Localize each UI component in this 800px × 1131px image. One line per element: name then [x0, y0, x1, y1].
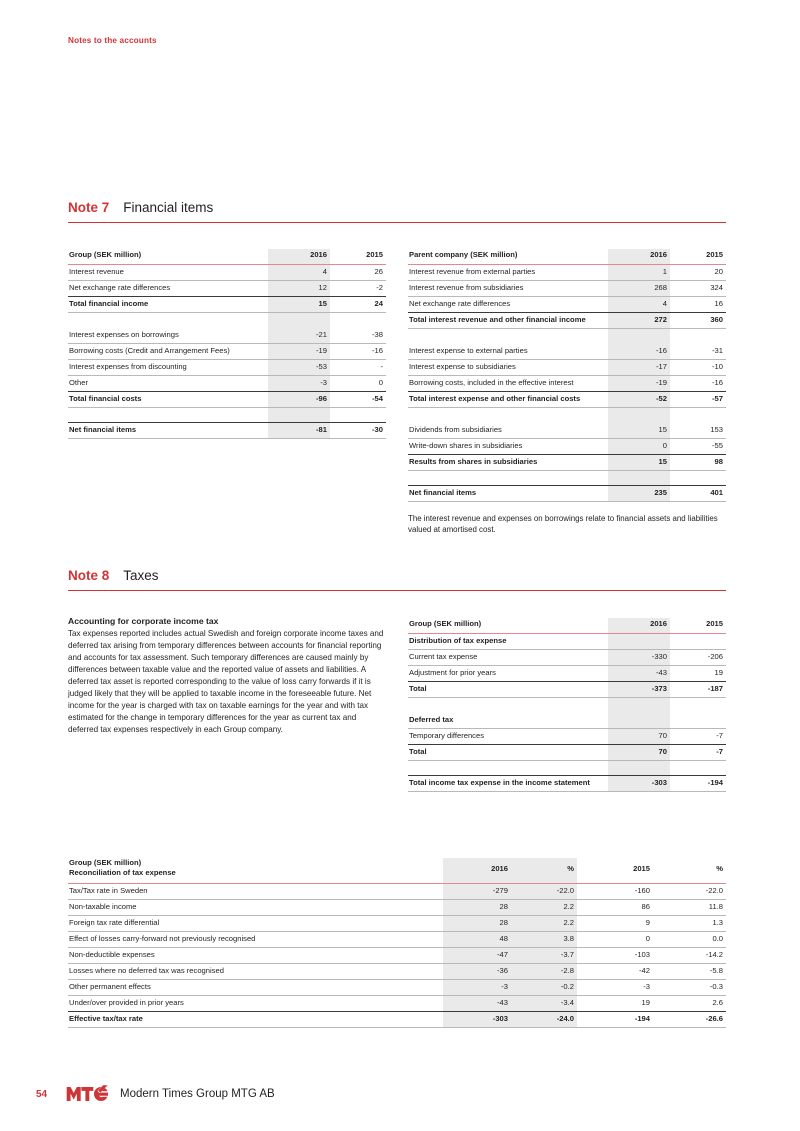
row-value-2016: -96	[268, 391, 330, 407]
note-7-rule	[68, 222, 726, 223]
row-value-2016: -303	[443, 1011, 511, 1027]
row-value-2016: 28	[443, 915, 511, 931]
col-header-percent-2016: %	[511, 858, 577, 883]
row-value-2015: -7	[670, 744, 726, 760]
row-value-2015	[670, 328, 726, 343]
row-value-2016: 268	[608, 280, 670, 296]
row-label	[408, 328, 608, 343]
table-row	[68, 979, 726, 995]
row-value-pct-2016: -3.4	[511, 995, 577, 1011]
row-value-pct-2015: 2.6	[653, 995, 726, 1011]
row-value-2015: 9	[577, 915, 653, 931]
row-value-pct-2016: -24.0	[511, 1011, 577, 1027]
row-value-2016: -279	[443, 883, 511, 899]
row-value-2016: 48	[443, 931, 511, 947]
row-value-2016	[268, 312, 330, 327]
row-value-pct-2015: -5.8	[653, 963, 726, 979]
row-value-2015: 0	[330, 375, 386, 391]
row-value-2015: -16	[670, 375, 726, 391]
row-value-2016: -303	[608, 775, 670, 791]
table-spacer-row	[408, 760, 726, 775]
row-value-2015: -194	[670, 775, 726, 791]
row-value-2015	[670, 697, 726, 712]
row-value-2015: -187	[670, 681, 726, 697]
table-row	[408, 312, 726, 328]
row-value-2016	[608, 697, 670, 712]
row-value-2015: 19	[670, 665, 726, 681]
row-label	[408, 470, 608, 485]
row-label: Non-deductible expenses	[68, 947, 443, 963]
table-row	[408, 375, 726, 391]
row-value-pct-2015: -22.0	[653, 883, 726, 899]
row-value-2016: -53	[268, 359, 330, 375]
row-value-2015: -38	[330, 327, 386, 343]
accounting-policy-heading: Accounting for corporate income tax	[68, 616, 219, 626]
row-label: Borrowing costs, included in the effective interest	[408, 375, 608, 391]
table-row	[408, 422, 726, 438]
row-value-pct-2016: -2.8	[511, 963, 577, 979]
row-label: Net financial items	[68, 422, 268, 438]
row-label: Tax/Tax rate in Sweden	[68, 883, 443, 899]
row-value-pct-2015: -14.2	[653, 947, 726, 963]
table-spacer-row	[408, 328, 726, 343]
row-value-2015: 26	[330, 264, 386, 280]
row-value-pct-2016: 2.2	[511, 915, 577, 931]
row-value-2015	[670, 712, 726, 728]
row-value-2016: 15	[608, 422, 670, 438]
row-value-2015: -54	[330, 391, 386, 407]
row-value-2016	[268, 407, 330, 422]
row-value-2016	[608, 407, 670, 422]
row-value-2016: 1	[608, 264, 670, 280]
row-label: Other	[68, 375, 268, 391]
row-label	[408, 760, 608, 775]
row-value-2016: -3	[443, 979, 511, 995]
table-row	[408, 775, 726, 791]
col-header-2015: 2015	[670, 618, 726, 633]
col-header-2016: 2016	[268, 249, 330, 264]
row-value-2015	[670, 633, 726, 649]
row-value-2016: 28	[443, 899, 511, 915]
table-header-row	[68, 858, 726, 883]
row-value-2015: 360	[670, 312, 726, 328]
row-value-2016	[608, 633, 670, 649]
row-label: Net exchange rate differences	[68, 280, 268, 296]
note-8-number: Note 8	[68, 568, 110, 583]
row-value-2016: -43	[608, 665, 670, 681]
table-row	[408, 681, 726, 697]
table-row	[68, 947, 726, 963]
note8-tax-expense-table	[408, 618, 726, 792]
col-header-label	[68, 858, 443, 883]
table-header-row	[408, 618, 726, 633]
table-header-row	[68, 249, 386, 264]
row-label: Net financial items	[408, 485, 608, 501]
table-row	[408, 454, 726, 470]
row-value-2015: -	[330, 359, 386, 375]
row-value-2015	[330, 407, 386, 422]
table-row	[68, 359, 386, 375]
row-label: Effect of losses carry-forward not previously recognised	[68, 931, 443, 947]
note7-footnote: The interest revenue and expenses on borrowings relate to financial assets and liabilities valued at amortised cost.	[408, 514, 718, 535]
table-row	[408, 280, 726, 296]
row-value-2015: 86	[577, 899, 653, 915]
col-header-2015: 2015	[577, 858, 653, 883]
row-value-2015: -2	[330, 280, 386, 296]
table-row	[68, 375, 386, 391]
table-row	[68, 264, 386, 280]
row-label: Total financial income	[68, 296, 268, 312]
row-value-pct-2015: -26.6	[653, 1011, 726, 1027]
note-7-number: Note 7	[68, 200, 110, 215]
row-value-2015	[670, 470, 726, 485]
table-row	[408, 343, 726, 359]
row-label: Distribution of tax expense	[408, 633, 608, 649]
row-value-pct-2016: 2.2	[511, 899, 577, 915]
row-value-2015: -55	[670, 438, 726, 454]
row-value-2016: 15	[608, 454, 670, 470]
row-label: Borrowing costs (Credit and Arrangement Fees)	[68, 343, 268, 359]
col-header-percent-2015: %	[653, 858, 726, 883]
row-label: Interest expense to external parties	[408, 343, 608, 359]
row-value-2015: 0	[577, 931, 653, 947]
row-value-2015: -3	[577, 979, 653, 995]
col-header-label: Group (SEK million)	[408, 618, 608, 633]
table-header-row	[408, 249, 726, 264]
row-label: Results from shares in subsidiaries	[408, 454, 608, 470]
row-value-2016: -19	[268, 343, 330, 359]
row-value-2015: -42	[577, 963, 653, 979]
table-row	[408, 296, 726, 312]
row-value-2016: 70	[608, 744, 670, 760]
row-label: Adjustment for prior years	[408, 665, 608, 681]
row-label: Interest expenses from discounting	[68, 359, 268, 375]
row-value-pct-2015: 0.0	[653, 931, 726, 947]
row-label: Total	[408, 744, 608, 760]
row-value-2015: 401	[670, 485, 726, 501]
accounting-policy-block	[68, 615, 386, 736]
row-value-2016	[608, 760, 670, 775]
table-row	[408, 391, 726, 407]
table-row	[408, 744, 726, 760]
row-value-2016: -21	[268, 327, 330, 343]
table-row	[68, 963, 726, 979]
row-value-2015: 19	[577, 995, 653, 1011]
row-label: Deferred tax	[408, 712, 608, 728]
row-value-2015: -16	[330, 343, 386, 359]
col-header-label: Group (SEK million)	[68, 249, 268, 264]
row-label	[68, 407, 268, 422]
row-value-2016: 272	[608, 312, 670, 328]
row-value-2016: 4	[268, 264, 330, 280]
row-value-2015: -31	[670, 343, 726, 359]
row-value-pct-2016: -3.7	[511, 947, 577, 963]
row-label: Interest revenue from external parties	[408, 264, 608, 280]
row-label: Under/over provided in prior years	[68, 995, 443, 1011]
table-row	[68, 296, 386, 312]
table-row	[68, 883, 726, 899]
row-value-2015: 153	[670, 422, 726, 438]
row-label: Interest revenue	[68, 264, 268, 280]
row-value-pct-2015: 11.8	[653, 899, 726, 915]
row-value-2016: -19	[608, 375, 670, 391]
row-value-2016: 12	[268, 280, 330, 296]
table-row	[68, 995, 726, 1011]
row-label: Interest revenue from subsidiaries	[408, 280, 608, 296]
page-footer	[36, 1084, 275, 1104]
row-value-2016: -43	[443, 995, 511, 1011]
row-value-2016: -36	[443, 963, 511, 979]
table-row	[68, 422, 386, 438]
note-8-heading	[68, 568, 726, 591]
row-value-2015	[670, 760, 726, 775]
table-row	[68, 327, 386, 343]
table-row	[408, 438, 726, 454]
note7-parent-table	[408, 249, 726, 502]
row-value-2015: -160	[577, 883, 653, 899]
company-name: Modern Times Group MTG AB	[120, 1088, 275, 1100]
row-label: Total income tax expense in the income statement	[408, 775, 608, 791]
col-header-label: Parent company (SEK million)	[408, 249, 608, 264]
row-value-2016: 15	[268, 296, 330, 312]
row-value-2015: 24	[330, 296, 386, 312]
reconciliation-caption-line1: Group (SEK million)	[69, 858, 142, 867]
table-row	[68, 915, 726, 931]
row-value-2016	[608, 328, 670, 343]
row-label: Total interest revenue and other financial income	[408, 312, 608, 328]
row-value-2016	[608, 712, 670, 728]
row-label	[408, 407, 608, 422]
row-value-2015: -57	[670, 391, 726, 407]
table-row	[68, 931, 726, 947]
row-value-2015: -103	[577, 947, 653, 963]
row-label: Total interest expense and other financial costs	[408, 391, 608, 407]
table-row	[408, 633, 726, 649]
row-label: Temporary differences	[408, 728, 608, 744]
row-value-2015: 324	[670, 280, 726, 296]
table-row	[408, 359, 726, 375]
row-label: Write-down shares in subsidiaries	[408, 438, 608, 454]
row-value-2016: -373	[608, 681, 670, 697]
row-label: Losses where no deferred tax was recognised	[68, 963, 443, 979]
row-value-2016: 4	[608, 296, 670, 312]
row-value-2015	[330, 312, 386, 327]
row-value-2015	[670, 407, 726, 422]
row-label: Interest expenses on borrowings	[68, 327, 268, 343]
note8-reconciliation-table	[68, 858, 726, 1028]
row-value-2016: -3	[268, 375, 330, 391]
col-header-2016: 2016	[443, 858, 511, 883]
row-value-2015: -206	[670, 649, 726, 665]
row-value-2016: -52	[608, 391, 670, 407]
row-value-2016: 0	[608, 438, 670, 454]
table-spacer-row	[408, 697, 726, 712]
row-label: Foreign tax rate differential	[68, 915, 443, 931]
table-row	[408, 485, 726, 501]
row-value-2015: 20	[670, 264, 726, 280]
table-spacer-row	[408, 407, 726, 422]
row-label	[408, 697, 608, 712]
table-spacer-row	[68, 312, 386, 327]
row-value-pct-2016: -0.2	[511, 979, 577, 995]
row-label: Effective tax/tax rate	[68, 1011, 443, 1027]
reconciliation-caption-line2: Reconciliation of tax expense	[69, 867, 176, 877]
row-label	[68, 312, 268, 327]
col-header-2016: 2016	[608, 249, 670, 264]
running-header: Notes to the accounts	[68, 36, 157, 45]
row-value-pct-2016: 3.8	[511, 931, 577, 947]
col-header-2015: 2015	[330, 249, 386, 264]
row-label: Dividends from subsidiaries	[408, 422, 608, 438]
note-7-heading	[68, 200, 726, 223]
note7-group-table	[68, 249, 386, 439]
note-8-title: Taxes	[123, 568, 159, 583]
row-value-2016	[608, 470, 670, 485]
row-value-2015: -10	[670, 359, 726, 375]
table-row	[408, 665, 726, 681]
table-row	[68, 1011, 726, 1027]
row-label: Net exchange rate differences	[408, 296, 608, 312]
row-value-2016: -330	[608, 649, 670, 665]
row-label: Non-taxable income	[68, 899, 443, 915]
table-row	[408, 712, 726, 728]
row-value-pct-2015: 1.3	[653, 915, 726, 931]
table-row	[68, 280, 386, 296]
row-value-2015: 98	[670, 454, 726, 470]
row-value-2016: 235	[608, 485, 670, 501]
row-value-2015: -7	[670, 728, 726, 744]
table-row	[68, 343, 386, 359]
row-value-2016: -81	[268, 422, 330, 438]
row-label: Current tax expense	[408, 649, 608, 665]
table-row	[68, 391, 386, 407]
table-row	[408, 728, 726, 744]
mtg-logo	[66, 1084, 108, 1104]
row-value-2016: 70	[608, 728, 670, 744]
row-label: Total	[408, 681, 608, 697]
row-value-2016: -47	[443, 947, 511, 963]
row-value-2015: 16	[670, 296, 726, 312]
table-spacer-row	[68, 407, 386, 422]
row-value-2016: -17	[608, 359, 670, 375]
table-row	[68, 899, 726, 915]
table-row	[408, 264, 726, 280]
accounting-policy-text: Tax expenses reported includes actual Swedish and foreign corporate income taxes and deferred tax arising from temporary differences between accounts for financial reporting and accounts for tax assessment. Such temporary differences are caused mainly by differences between taxable value and the reported value of assets and liabilities. A deferred tax asset is reported corresponding to the value of loss carry forwards if it is judged likely that they will be applied to taxable income in the foreseeable future. Net income for the year is charged with tax on taxable earnings for the year and with tax estimated for the change in temporary differences for the year as current tax and deferred tax expenses respectively in each Group company.	[68, 629, 384, 735]
table-row	[408, 649, 726, 665]
note-7-title: Financial items	[123, 200, 214, 215]
row-value-2015: -194	[577, 1011, 653, 1027]
row-label: Total financial costs	[68, 391, 268, 407]
note-8-rule	[68, 590, 726, 591]
row-value-2016: -16	[608, 343, 670, 359]
page-number: 54	[36, 1088, 48, 1100]
col-header-2016: 2016	[608, 618, 670, 633]
table-spacer-row	[408, 470, 726, 485]
row-value-2015: -30	[330, 422, 386, 438]
row-value-pct-2015: -0.3	[653, 979, 726, 995]
col-header-2015: 2015	[670, 249, 726, 264]
row-label: Other permanent effects	[68, 979, 443, 995]
row-label: Interest expense to subsidiaries	[408, 359, 608, 375]
row-value-pct-2016: -22.0	[511, 883, 577, 899]
